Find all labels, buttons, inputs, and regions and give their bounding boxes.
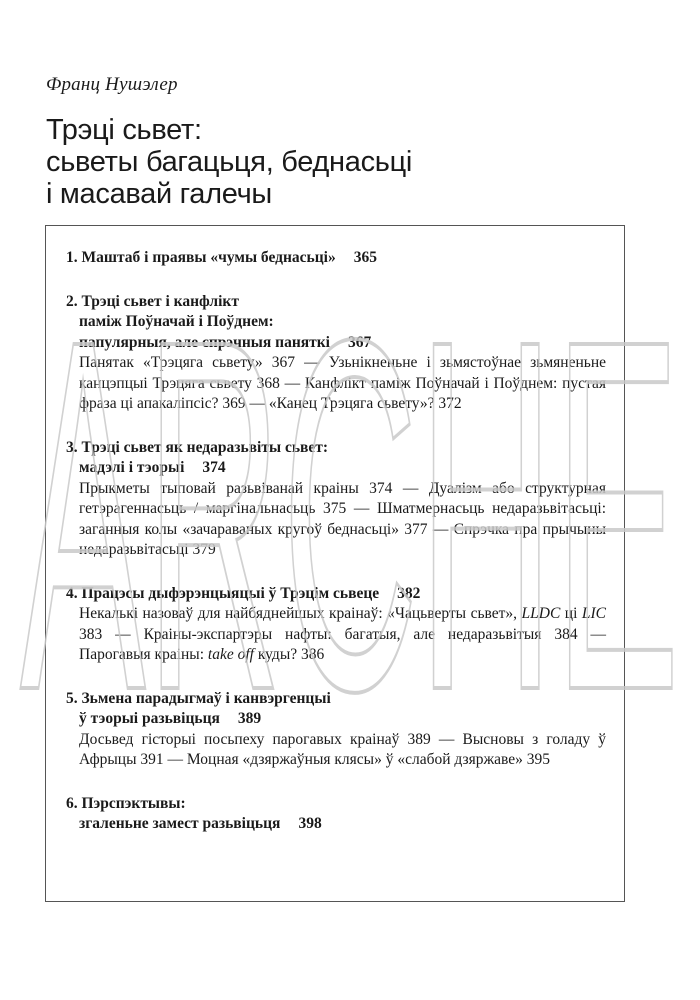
toc-section-2	[66, 292, 606, 415]
page-number: 367	[348, 333, 372, 351]
section-heading: 3. Трэці сьвет як недаразьвіты сьвет: мадэлі і тэорыі 374	[66, 438, 329, 476]
title-line: сьветы багацьця, беднасьці	[46, 146, 413, 178]
table-of-contents	[45, 225, 625, 902]
section-heading: 5. Зьмена парадыгмаў і канвэргенцыі ў тэорыі разьвіцьця 389	[66, 689, 331, 727]
section-contents: Некалькі назоваў для найбяднейшых краінаў: «Чацьверты сьвет», LLDC ці LIC 383 — Краіны-экспартэры нафты: багатыя, але недаразьвітыя 384 — Парогавыя краіны: take off куды? 386	[79, 605, 606, 663]
section-heading: 6. Пэрспэктывы: згаленьне замест разьвіцьця 398	[66, 794, 322, 832]
toc-section-3	[66, 438, 606, 561]
page-number: 374	[202, 459, 226, 476]
section-heading: 1. Маштаб і праявы «чумы беднасьці» 365	[66, 249, 377, 266]
section-contents: Досьвед гісторыі посьпеху парогавых краінаў 389 — Высновы з голаду ў Афрыцы 391 — Моцная «дзяржаўныя клясы» ў «слабой дзяржаве» 395	[79, 730, 606, 768]
toc-section-6	[66, 794, 606, 835]
page-number: 365	[353, 249, 377, 266]
toc-section-4	[66, 584, 606, 666]
watermark-text: ARCHE	[20, 235, 680, 794]
toc-section-5	[66, 689, 606, 771]
section-contents: Панятак «Трэцяга сьвету» 367 — Узьнікненьне і зьмястоўнае зьмяненьне канцэпцыі Трэцяга сьвету 368 — Канфлікт паміж Поўначай і Поўднем: пустая фраза ці апакаліпсіс? 369 — «Канец Трэцяга сьвету»? 372	[79, 354, 606, 412]
author-name: Франц Нушэлер	[46, 74, 178, 95]
page-number: 398	[298, 815, 322, 832]
title-line: Трэці сьвет:	[46, 114, 202, 146]
section-heading: 4. Працэсы дыфэрэнцыяцыі ў Трэцім сьвеце 382	[66, 584, 421, 602]
title-line: і масавай галечы	[46, 178, 272, 210]
book-title	[46, 114, 666, 210]
section-heading: 2. Трэці сьвет і канфлікт паміж Поўначай і Поўднем: папулярныя, але спрэчныя паняткі 367	[66, 292, 372, 351]
toc-section-1	[66, 248, 606, 269]
section-contents: Прыкметы тыповай разьвіванай краіны 374 — Дуалізм або структурная гетэрагеннасьць / маргінальнасьць 375 — Шматмернасьць недаразьвітасьці: заганныя колы «зачараваных кругоў беднасьці» 377 — Спрэчка пра прычыны недаразьвітасьці 379	[79, 479, 606, 558]
page-number: 382	[397, 584, 421, 602]
page-number: 389	[237, 710, 262, 727]
